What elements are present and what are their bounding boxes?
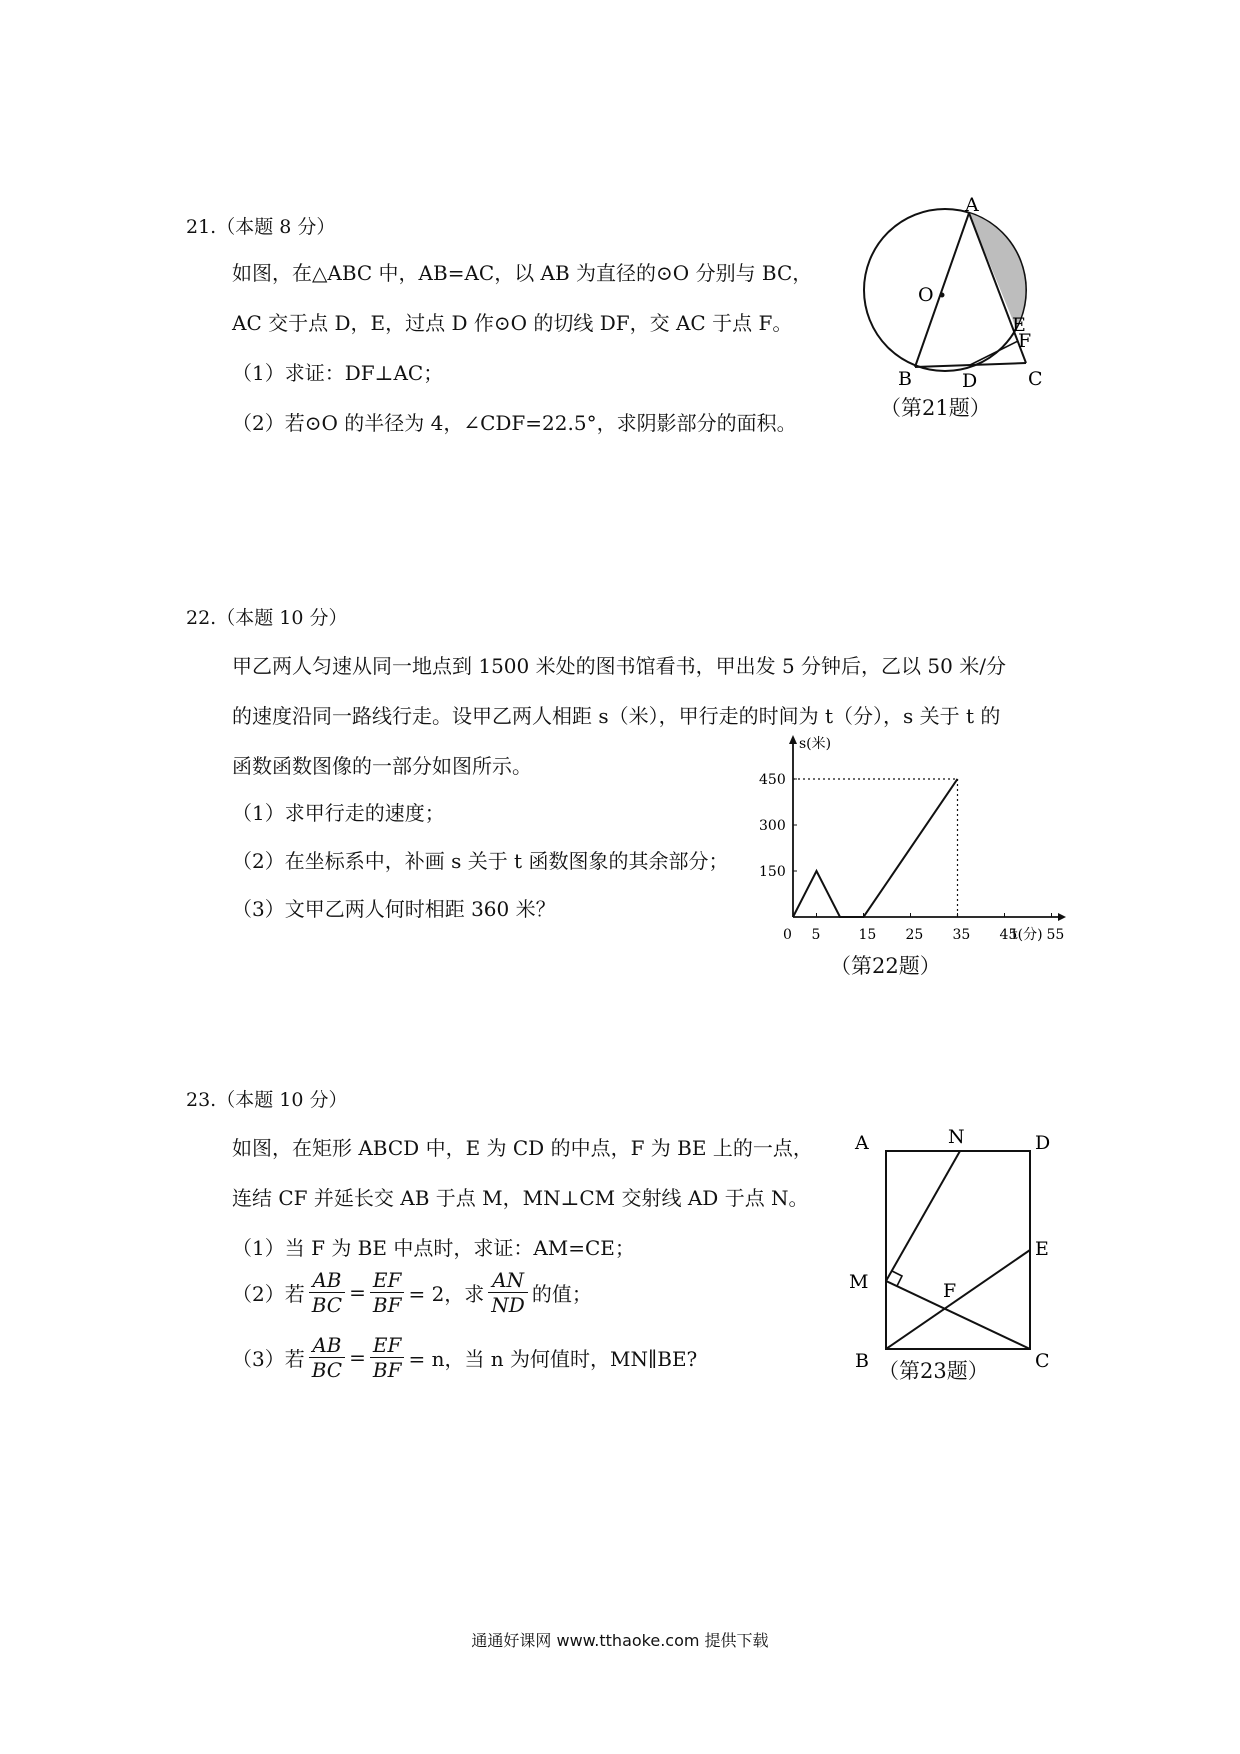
q22-line-3: 函数函数图像的一部分如图所示。 — [232, 754, 532, 778]
frac-ef-bf: $\frac{EF}{BF}$ — [370, 1268, 405, 1317]
q21-figure — [850, 195, 1070, 425]
label-m: M — [849, 1271, 869, 1293]
y-tick-label-450: 450 — [759, 771, 786, 788]
q23-l5-prefix: （3）若 — [232, 1347, 305, 1371]
label-e: E — [1012, 314, 1026, 336]
q21-line-2: AC 交于点 D，E，过点 D 作⊙O 的切线 DF，交 AC 于点 F。 — [232, 311, 793, 335]
y-tick-label-150: 150 — [759, 863, 786, 880]
frac-ef-bf-2: $\frac{EF}{BF}$ — [370, 1333, 405, 1382]
x-axis-arrow — [1058, 913, 1066, 921]
rect-abcd — [886, 1151, 1030, 1349]
segment-be — [886, 1250, 1030, 1349]
q22-header: 22.（本题 10 分） — [186, 607, 348, 629]
y-tick-label-300: 300 — [759, 817, 786, 834]
q22-line-4: （1）求甲行走的速度； — [232, 801, 445, 825]
q22-line-2: 的速度沿同一路线行走。设甲乙两人相距 s（米），甲行走的时间为 t（分），s 关于 t 的 — [232, 704, 1001, 728]
series-line-0 — [793, 779, 958, 917]
segment-mn — [886, 1151, 960, 1281]
frac-ab-bc-2: $\frac{AB}{BC}$ — [309, 1333, 345, 1382]
label-f: F — [943, 1280, 957, 1302]
segment-mc — [886, 1281, 1030, 1349]
frac-an-nd: $\frac{AN}{ND}$ — [488, 1268, 528, 1317]
label-d: D — [1035, 1132, 1051, 1154]
q23-line-2: 连结 CF 并延长交 AB 于点 M，MN⊥CM 交射线 AD 于点 N。 — [232, 1186, 809, 1210]
q22-line-6: （3）文甲乙两人何时相距 360 米？ — [232, 897, 556, 921]
label-o: O — [918, 284, 934, 306]
q23-line-5: （3）若 $\frac{AB}{BC}$ = $\frac{EF}{BF}$ = n，当 n 为何值时，MN∥BE? — [232, 1333, 698, 1382]
label-a: A — [965, 195, 979, 216]
q23-line-1: 如图，在矩形 ABCD 中，E 为 CD 的中点，F 为 BE 上的一点， — [232, 1136, 813, 1160]
q21-line-4: （2）若⊙O 的半径为 4，∠CDF=22.5°，求阴影部分的面积。 — [232, 411, 797, 435]
q22-line-1: 甲乙两人匀速从同一地点到 1500 米处的图书馆看书，甲出发 5 分钟后，乙以 50 米/分 — [232, 654, 1006, 678]
q21-caption: （第21题） — [880, 396, 991, 420]
label-b: B — [855, 1350, 869, 1372]
q22-chart — [740, 730, 1070, 945]
y-axis-label: s(米) — [799, 736, 832, 752]
q23-header: 23.（本题 10 分） — [186, 1089, 348, 1111]
label-e: E — [1035, 1238, 1049, 1260]
q23-caption: （第23题） — [878, 1359, 989, 1383]
q22-line-5: （2）在坐标系中，补画 s 关于 t 函数图象的其余部分； — [232, 849, 729, 873]
label-c: C — [1028, 368, 1043, 390]
q23-l4-prefix: （2）若 — [232, 1282, 305, 1306]
x-tick-label-5: 5 — [811, 927, 821, 943]
label-n: N — [948, 1126, 965, 1148]
label-d: D — [962, 370, 978, 392]
segment-df — [970, 341, 1018, 365]
frac-ab-bc: $\frac{AB}{BC}$ — [309, 1268, 345, 1317]
q21-line-1: 如图，在△ABC 中，AB=AC，以 AB 为直径的⊙O 分别与 BC， — [232, 261, 813, 285]
q23-line-3: （1）当 F 为 BE 中点时，求证：AM=CE； — [232, 1236, 635, 1260]
q23-line-4: （2）若 $\frac{AB}{BC}$ = $\frac{EF}{BF}$ = 2，求 $\frac{AN}{ND}$ 的值； — [232, 1268, 592, 1317]
q21-header: 21.（本题 8 分） — [186, 216, 336, 238]
center-o-dot — [940, 293, 945, 298]
y-axis-arrow — [789, 735, 797, 744]
x-tick-label-0: 0 — [783, 927, 792, 943]
q23-figure — [845, 1115, 1070, 1395]
q22-caption: （第22题） — [830, 954, 941, 978]
x-tick-label-55: 55 — [1046, 927, 1065, 943]
x-tick-label-25: 25 — [905, 927, 924, 943]
x-tick-label-35: 35 — [952, 927, 971, 943]
x-axis-label: t(分) — [1012, 927, 1043, 943]
q21-line-3: （1）求证：DF⊥AC； — [232, 361, 444, 385]
label-c: C — [1035, 1350, 1050, 1372]
x-tick-label-15: 15 — [858, 927, 877, 943]
label-f: F — [1018, 330, 1032, 352]
label-a: A — [855, 1132, 869, 1154]
page-footer: 通通好课网 www.tthaoke.com 提供下载 — [471, 1631, 769, 1650]
x-tick-label-45: 45 — [999, 927, 1018, 943]
shaded-region — [969, 213, 1025, 328]
label-b: B — [898, 368, 912, 390]
